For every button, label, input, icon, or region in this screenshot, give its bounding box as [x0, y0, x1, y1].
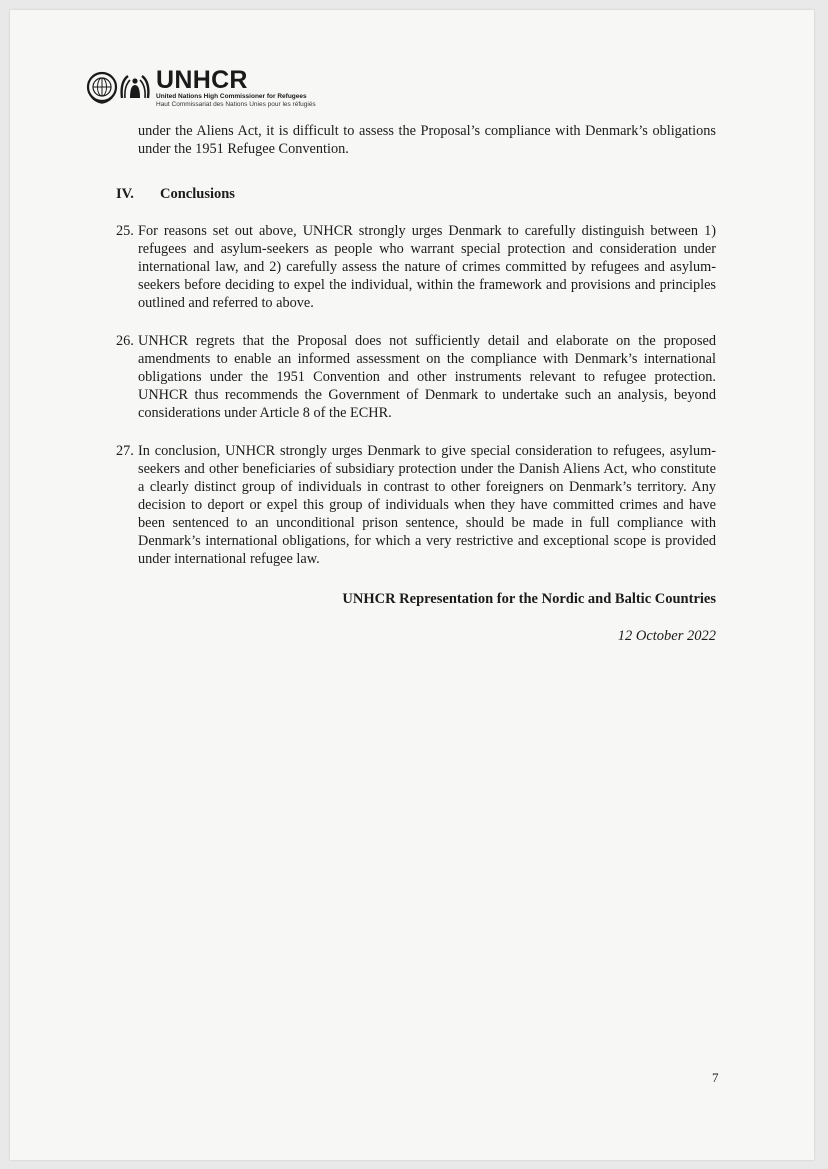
paragraph-number: 27. — [116, 443, 134, 459]
section-heading — [116, 186, 235, 203]
paragraph-number: 26. — [116, 333, 134, 349]
paragraph-25 — [116, 222, 716, 312]
paragraph-text: UNHCR regrets that the Proposal does not sufficiently detail and elaborate on the proposed amendments to enable an informed assessment on the compliance with Denmark’s international obligations under the 1951 Convention and other instruments relevant to refugee protection. UNHCR thus recommends the Government of Denmark to undertake such an analysis, beyond considerations under Article 8 of the ECHR. — [138, 333, 716, 421]
logo-wordmark: UNHCR — [156, 66, 248, 94]
document-date: 12 October 2022 — [617, 628, 716, 644]
paragraph-number: 25. — [116, 223, 134, 239]
un-unhcr-emblem-icon — [86, 68, 152, 108]
section-title: Conclusions — [160, 186, 235, 202]
signature-line: UNHCR Representation for the Nordic and Baltic Countries — [342, 591, 716, 607]
paragraph-text: For reasons set out above, UNHCR strongly urges Denmark to carefully distinguish between 1) refugees and asylum-seekers as people who warrant special protection and consideration under international law, and 2) carefully assess the nature of crimes committed by refugees and asylum-seekers before deciding to expel the individual, within the framework and provisions and principles outlined and referred to above. — [138, 223, 716, 311]
paragraph-26 — [116, 332, 716, 422]
paragraph-text: In conclusion, UNHCR strongly urges Denmark to give special consideration to refugees, asylum-seekers and other beneficiaries of subsidiary protection under the Danish Aliens Act, who constitute a clearly distinct group of individuals in contrast to other foreigners on Denmark’s territory. Any decision to deport or expel this group of individuals when they have committed crimes and have been sentenced to an unconditional prison sentence, should be made in full compliance with Denmark’s international obligations, for which a very restrictive and exceptional scope is provided under international refugee law. — [138, 443, 716, 567]
paragraph-27 — [116, 442, 716, 568]
logo-subtitle-french: Haut Commissariat des Nations Unies pour les réfugiés — [156, 101, 316, 108]
continuation-paragraph: under the Aliens Act, it is difficult to assess the Proposal’s compliance with Denmark’s obligations under the 1951 Refugee Convention. — [138, 123, 716, 157]
section-number: IV. — [116, 186, 134, 202]
unhcr-logo — [86, 68, 386, 118]
logo-subtitle-english: United Nations High Commissioner for Refugees — [156, 93, 307, 100]
page-number: 7 — [712, 1070, 719, 1085]
document-page — [10, 10, 814, 1160]
